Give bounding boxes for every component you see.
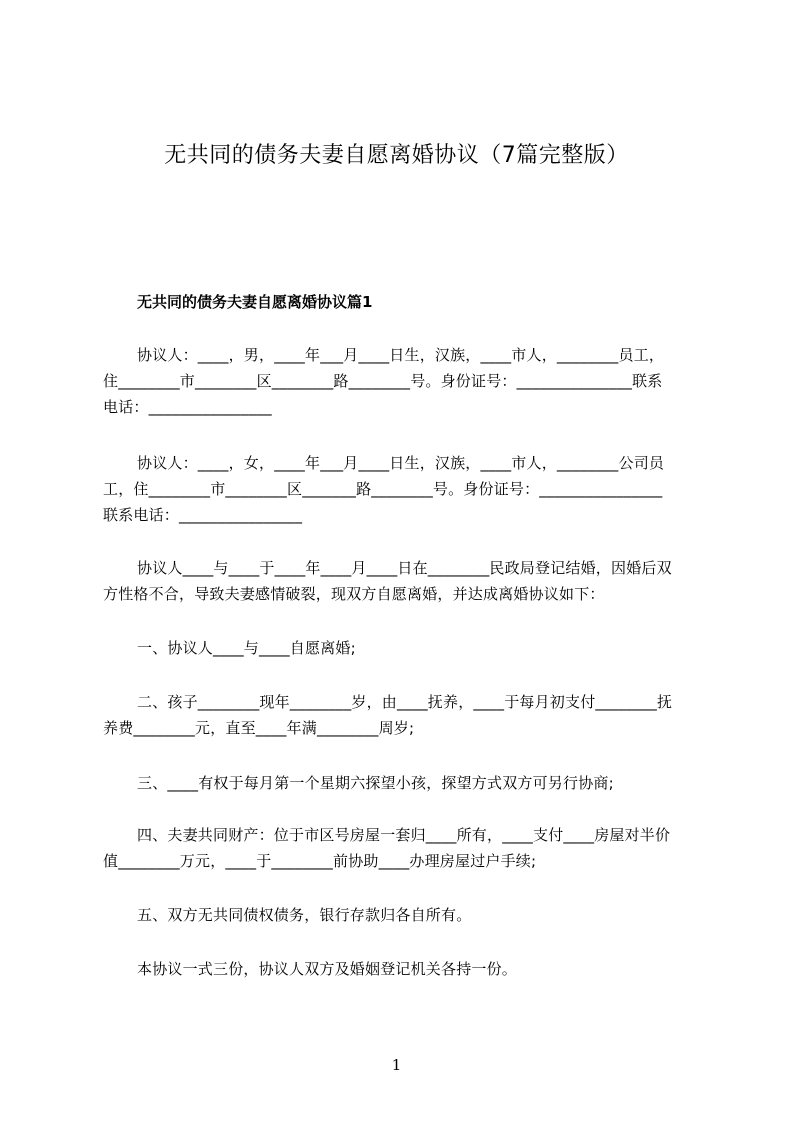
page-number: 1 bbox=[391, 1056, 402, 1074]
paragraph-line: 方性格不合，导致夫妻感情破裂，现双方自愿离婚，并达成离婚协议如下： bbox=[103, 585, 605, 603]
paragraph-line: 五、双方无共同债权债务，银行存款归各自所有。 bbox=[137, 906, 472, 924]
paragraph-line: 三、____有权于每月第一个星期六探望小孩，探望方式双方可另行协商; bbox=[137, 774, 614, 792]
paragraph-line: 值________万元，____于________前协助____办理房屋过户手续; bbox=[103, 852, 537, 870]
paragraph-line: 本协议一式三份，协议人双方及婚姻登记机关各持一份。 bbox=[137, 960, 518, 978]
paragraph-clause-3 bbox=[103, 770, 700, 796]
paragraph-line: 协议人：____，女，____年___月____日生，汉族，____市人，________公司员 bbox=[137, 454, 665, 472]
paragraph-marriage-info bbox=[103, 555, 700, 607]
paragraph-line: 协议人____与____于____年____月____日在________民政局登记结婚，因婚后双 bbox=[137, 559, 672, 577]
paragraph-clause-4 bbox=[103, 822, 700, 874]
paragraph-party-female bbox=[103, 450, 700, 528]
section-heading: 无共同的债务夫妻自愿离婚协议篇1 bbox=[137, 293, 373, 311]
paragraph-line: 一、协议人____与____自愿离婚; bbox=[137, 639, 356, 657]
paragraph-line: 工，住________市________区_______路________号。身份证号：________________ bbox=[103, 480, 663, 498]
paragraph-line: 养费________元，直至____年满________周岁; bbox=[103, 719, 415, 737]
paragraph-party-male bbox=[103, 342, 700, 420]
paragraph-clause-5 bbox=[103, 902, 700, 928]
paragraph-copies bbox=[103, 956, 700, 982]
paragraph-line: 电话：________________ bbox=[103, 398, 272, 416]
paragraph-line: 住________市________区________路________号。身份证号：_______________联系 bbox=[103, 372, 663, 390]
paragraph-line: 四、夫妻共同财产：位于市区号房屋一套归____所有，____支付____房屋对半价 bbox=[137, 826, 671, 844]
paragraph-line: 二、孩子________现年________岁，由____抚养，____于每月初支付________抚 bbox=[137, 693, 673, 711]
document-title: 无共同的债务夫妻自愿离婚协议（7篇完整版） bbox=[164, 143, 629, 168]
paragraph-line: 协议人：____，男，____年___月____日生，汉族，____市人，________员工， bbox=[137, 346, 665, 364]
paragraph-clause-2 bbox=[103, 689, 700, 741]
paragraph-line: 联系电话：________________ bbox=[103, 506, 303, 524]
paragraph-clause-1 bbox=[103, 635, 700, 661]
